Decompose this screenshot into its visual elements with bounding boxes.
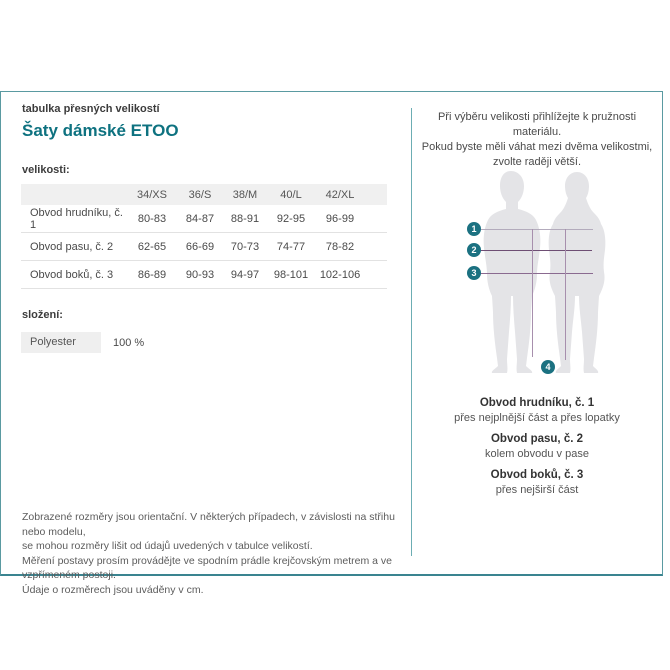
size-cell: 94-97 (222, 261, 268, 289)
size-row-label: Obvod boků, č. 3 (21, 261, 126, 289)
size-cell: 78-82 (314, 233, 366, 261)
measure-marker-3: 3 (467, 266, 481, 280)
table-subtitle: tabulka přesných velikostí (22, 103, 160, 115)
size-cell: 66-69 (178, 233, 222, 261)
disclaimer-line: Měření postavy prosím provádějte ve spodním prádle krejčovským metrem a ve vzpřímeném postoji. (22, 554, 392, 581)
size-column-header: 42/XL (314, 184, 366, 205)
measure-marker-1: 1 (467, 222, 481, 236)
disclaimer-line: se mohou rozměry lišit od údajů uvedených v tabulce velikostí. (22, 540, 313, 552)
measurement-legend (417, 391, 657, 503)
length-line-right (565, 229, 566, 360)
material-chip: Polyester (21, 332, 101, 353)
table-row (21, 233, 387, 261)
size-cell: 90-93 (178, 261, 222, 289)
waist-measure-line (474, 250, 592, 251)
table-row (21, 261, 387, 289)
measurement-name: Obvod boků, č. 3 (490, 469, 584, 481)
size-cell: 70-73 (222, 233, 268, 261)
fit-note-line: zvolte raději větší. (492, 156, 582, 168)
size-cell: 96-99 (314, 205, 366, 233)
size-row-label: Obvod hrudníku, č. 1 (21, 205, 126, 233)
disclaimer-line: Zobrazené rozměry jsou orientační. V některých případech, v závislosti na střihu nebo modelu, (22, 511, 395, 538)
disclaimer (22, 510, 412, 597)
size-table (21, 184, 387, 289)
size-column-header: 38/M (222, 184, 268, 205)
measurement-name: Obvod pasu, č. 2 (490, 433, 584, 445)
size-row-label: Obvod pasu, č. 2 (21, 233, 126, 261)
product-title: Šaty dámské ETOO (22, 121, 179, 140)
measurement-name: Obvod hrudníku, č. 1 (479, 397, 595, 409)
length-line-left (532, 229, 533, 357)
size-column-header: 34/XS (126, 184, 178, 205)
size-header-filler (366, 184, 387, 205)
hip-measure-line (474, 273, 593, 274)
body-diagram (440, 160, 660, 380)
sizes-label: velikosti: (22, 164, 70, 176)
measure-marker-2: 2 (467, 243, 481, 257)
size-cell: 80-83 (126, 205, 178, 233)
size-cell: 98-101 (268, 261, 314, 289)
measurement-desc: přes nejplnější část a přes lopatky (454, 412, 620, 424)
measurement-desc: přes nejširší část (495, 484, 579, 496)
column-divider (411, 108, 412, 556)
fit-note-line: Pokud byste měli váhat mezi dvěma velikostmi, (421, 141, 653, 153)
size-cell: 88-91 (222, 205, 268, 233)
size-column-header: 40/L (268, 184, 314, 205)
size-cell: 86-89 (126, 261, 178, 289)
size-cell: 84-87 (178, 205, 222, 233)
size-column-header: 36/S (178, 184, 222, 205)
disclaimer-line: Údaje o rozměrech jsou uváděny v cm. (22, 583, 204, 596)
size-cell: 62-65 (126, 233, 178, 261)
composition-label: složení: (22, 309, 63, 321)
material-percent: 100 % (113, 337, 145, 349)
table-row (21, 205, 387, 233)
size-cell: 102-106 (314, 261, 366, 289)
measurement-desc: kolem obvodu v pase (485, 448, 589, 460)
size-cell: 74-77 (268, 233, 314, 261)
fit-note-line: Při výběru velikosti přihlížejte k pružnosti materiálu. (437, 111, 637, 138)
size-table-header-row (21, 184, 387, 205)
measure-marker-4: 4 (541, 360, 555, 374)
chest-measure-line (474, 229, 593, 230)
size-header-empty (21, 184, 126, 205)
size-cell: 92-95 (268, 205, 314, 233)
